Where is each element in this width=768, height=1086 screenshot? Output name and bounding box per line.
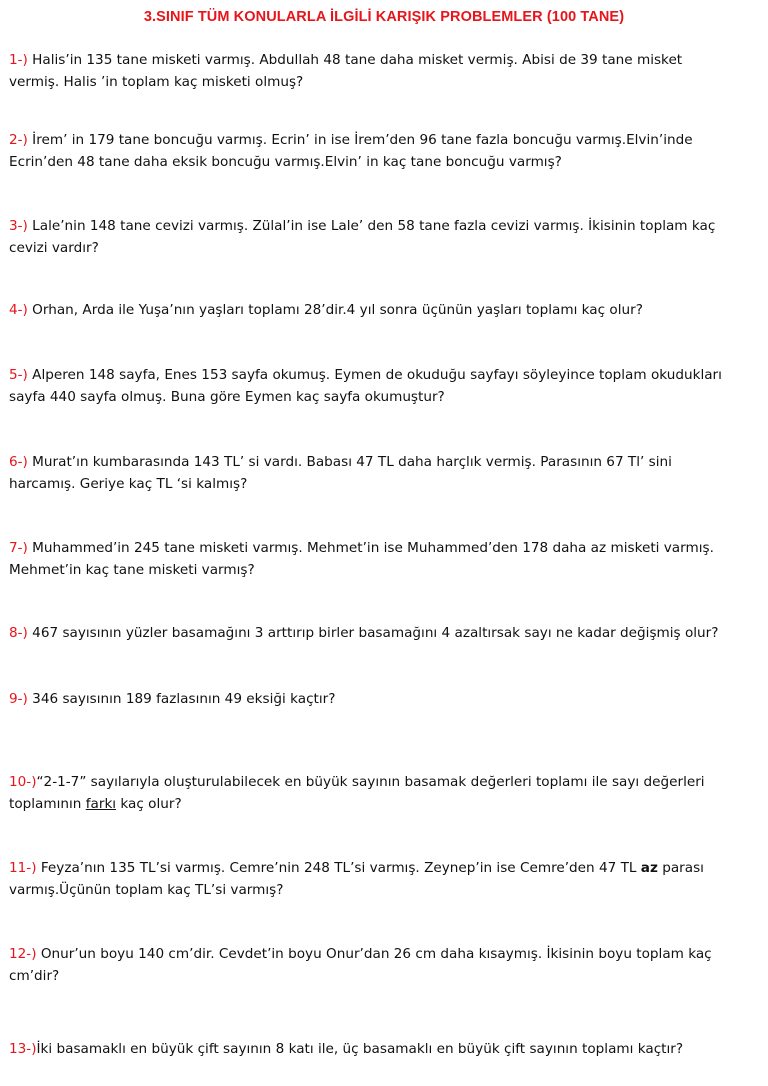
problem-2 (9, 129, 761, 173)
problem-text: harcamış. Geriye kaç TL ‘si kalmış? (9, 476, 248, 492)
problem-11 (9, 857, 761, 901)
problem-text: İrem’ in 179 tane boncuğu varmış. Ecrin’ in ise İrem’den 96 tane fazla boncuğu varmış.Elvin’inde (27, 132, 693, 148)
problem-number: 6-) (9, 454, 28, 470)
problem-text: cm’dir? (9, 968, 60, 984)
problem-number: 3-) (9, 218, 28, 234)
problem-text: varmış.Üçünün toplam kaç TL’si varmış? (9, 882, 284, 898)
problem-number: 13-) (9, 1041, 37, 1057)
problem-number: 10-) (9, 774, 37, 790)
problem-text: 346 sayısının 189 fazlasının 49 eksiği kaçtır? (27, 691, 336, 707)
problem-8 (9, 622, 761, 644)
problem-13 (9, 1038, 761, 1060)
problem-text: Lale’nin 148 tane cevizi varmış. Zülal’in ise Lale’ den 58 tane fazla cevizi varmış. İkisinin toplam kaç (27, 218, 716, 234)
problem-1 (9, 49, 761, 93)
problem-text: Alperen 148 sayfa, Enes 153 sayfa okumuş. Eymen de okuduğu sayfayı söyleyince toplam okudukları (27, 367, 722, 383)
underlined-word: farkı (85, 796, 117, 812)
problem-text: 467 sayısının yüzler basamağını 3 arttırıp birler basamağını 4 azaltırsak sayı ne kadar değişmiş olur? (27, 625, 719, 641)
problem-text: Orhan, Arda ile Yuşa’nın yaşları toplamı 28’dir.4 yıl sonra üçünün yaşları toplamı kaç olur? (27, 302, 643, 318)
problem-text: toplamının (9, 796, 86, 812)
problem-text: cevizi vardır? (9, 240, 99, 256)
bold-word: az (640, 860, 658, 876)
problem-text: vermiş. Halis ’in toplam kaç misketi olmuş? (9, 74, 304, 90)
problem-number: 7-) (9, 540, 28, 556)
problem-text: kaç olur? (116, 796, 182, 812)
problem-text: İki basamaklı en büyük çift sayının 8 katı ile, üç basamaklı en büyük çift sayının toplamı kaçtır? (36, 1041, 684, 1057)
problem-6 (9, 451, 761, 495)
problem-number: 12-) (9, 946, 37, 962)
problem-text: Feyza’nın 135 TL’si varmış. Cemre’nin 248 TL’si varmış. Zeynep’in ise Cemre’den 47 TL (36, 860, 641, 876)
problem-12 (9, 943, 761, 987)
problem-number: 11-) (9, 860, 37, 876)
problem-7 (9, 537, 761, 581)
problem-text: Mehmet’in kaç tane misketi varmış? (9, 562, 255, 578)
problem-number: 5-) (9, 367, 28, 383)
problem-text: parası (657, 860, 704, 876)
problem-4 (9, 299, 761, 321)
problem-number: 4-) (9, 302, 28, 318)
problem-number: 9-) (9, 691, 28, 707)
problem-text: Murat’ın kumbarasında 143 TL’ si vardı. Babası 47 TL daha harçlık vermiş. Parasının 67 Tl’ sini (27, 454, 672, 470)
problem-5 (9, 364, 761, 408)
problem-number: 8-) (9, 625, 28, 641)
problem-text: Halis’in 135 tane misketi varmış. Abdullah 48 tane daha misket vermiş. Abisi de 39 tane misket (27, 52, 683, 68)
problem-10 (9, 771, 761, 815)
page-title: 3.SINIF TÜM KONULARLA İLGİLİ KARIŞIK PROBLEMLER (100 TANE) (143, 9, 625, 25)
problem-3 (9, 215, 761, 259)
problem-text: “2-1-7” sayılarıyla oluşturulabilecek en büyük sayının basamak değerleri toplamı ile sayı değerleri (36, 774, 705, 790)
problem-number: 2-) (9, 132, 28, 148)
problem-text: Muhammed’in 245 tane misketi varmış. Mehmet’in ise Muhammed’den 178 daha az misketi varmış. (27, 540, 714, 556)
problem-number: 1-) (9, 52, 28, 68)
problem-9 (9, 688, 761, 710)
problem-text: Onur’un boyu 140 cm’dir. Cevdet’in boyu Onur’dan 26 cm daha kısaymış. İkisinin boyu toplam kaç (36, 946, 712, 962)
problem-text: Ecrin’den 48 tane daha eksik boncuğu varmış.Elvin’ in kaç tane boncuğu varmış? (9, 154, 562, 170)
problem-text: sayfa 440 sayfa olmuş. Buna göre Eymen kaç sayfa okumuştur? (9, 389, 445, 405)
